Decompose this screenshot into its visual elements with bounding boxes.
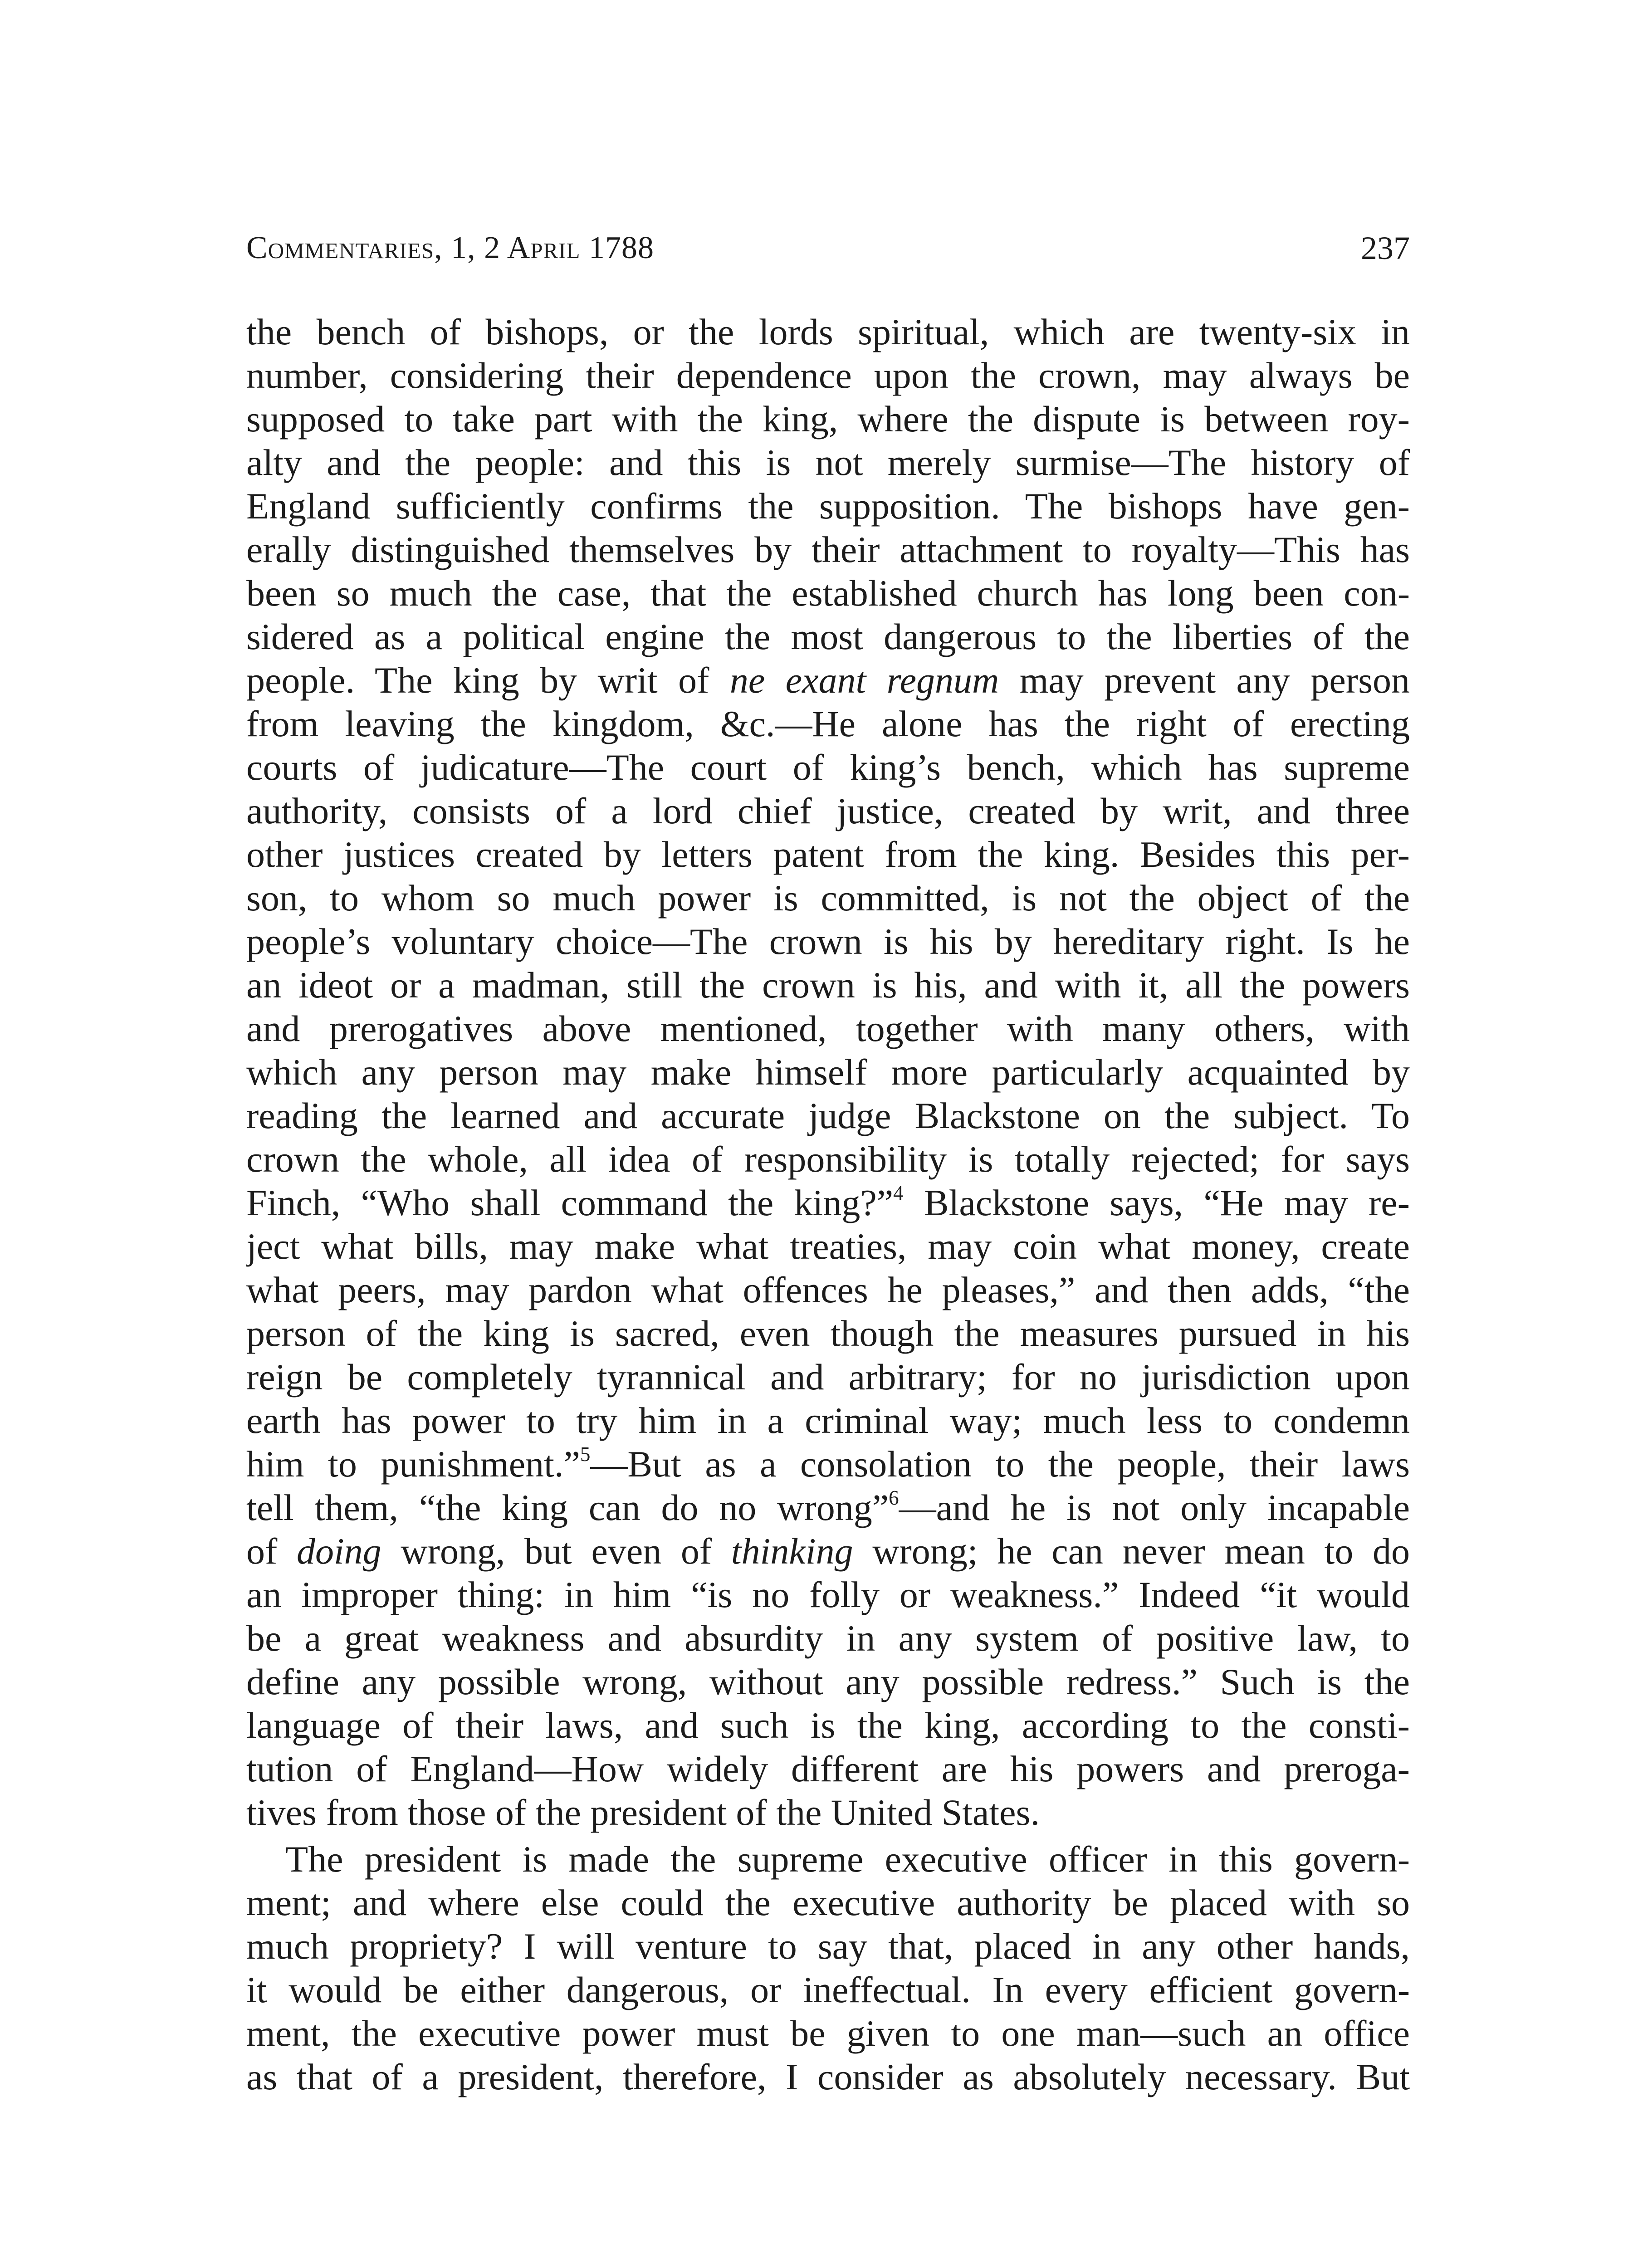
text-line: the bench of bishops, or the lords spiritual, which are twenty-six in	[246, 311, 1410, 352]
text-line: people’s voluntary choice—The crown is his by hereditary right. Is he	[246, 921, 1410, 962]
footnote-ref-6: 6	[889, 1486, 899, 1510]
text-line: earth has power to try him in a criminal way; much less to condemn	[246, 1400, 1410, 1441]
text-line: number, considering their dependence upon the crown, may always be	[246, 355, 1410, 396]
text-line: courts of judicature—The court of king’s bench, which has supreme	[246, 747, 1410, 788]
text-line: sidered as a political engine the most dangerous to the liberties of the	[246, 616, 1410, 657]
text-line: England sufficiently confirms the supposition. The bishops have gen-	[246, 485, 1410, 527]
footnote-ref-5: 5	[580, 1443, 591, 1466]
page-number: 237	[1361, 230, 1410, 266]
text-line: and prerogatives above mentioned, together with many others, with	[246, 1008, 1410, 1049]
text-line: people. The king by writ of ne exant regnum may prevent any person	[246, 660, 1410, 701]
text-line: erally distinguished themselves by their attachment to royalty—This has	[246, 529, 1410, 570]
text-line: ject what bills, may make what treaties, may coin what money, create	[246, 1226, 1410, 1267]
text-line: authority, consists of a lord chief justice, created by writ, and three	[246, 790, 1410, 831]
text-line: an ideot or a madman, still the crown is his, and with it, all the powers	[246, 964, 1410, 1006]
text-line: of doing wrong, but even of thinking wrong; he can never mean to do	[246, 1530, 1410, 1572]
italic-word-thinking: thinking	[731, 1530, 853, 1572]
italic-latin-phrase: ne exant regnum	[729, 660, 999, 701]
text-line: alty and the people: and this is not merely surmise—The history of	[246, 442, 1410, 483]
text-line: reign be completely tyrannical and arbitrary; for no jurisdiction upon	[246, 1356, 1410, 1398]
text-line: him to punishment.”$^5$—But as a consolation to the people, their laws	[246, 1443, 1410, 1485]
text-line: ment; and where else could the executive authority be placed with so	[246, 1882, 1410, 1923]
text-line: from leaving the kingdom, &c.—He alone has the right of erecting	[246, 703, 1410, 744]
text-line: it would be either dangerous, or ineffectual. In every efficient govern-	[246, 1969, 1410, 2010]
italic-word-doing: doing	[296, 1530, 381, 1572]
running-title: Commentaries, 1, 2 April 1788	[246, 230, 654, 265]
paragraph-1	[246, 310, 1410, 1834]
text-line: be a great weakness and absurdity in any system of positive law, to	[246, 1618, 1410, 1659]
text-line: other justices created by letters patent from the king. Besides this per-	[246, 834, 1410, 875]
text-line: which any person may make himself more particularly acquainted by	[246, 1051, 1410, 1093]
text-line: reading the learned and accurate judge Blackstone on the subject. To	[246, 1095, 1410, 1136]
text-line: person of the king is sacred, even though the measures pursued in his	[246, 1313, 1410, 1354]
footnote-ref-4: 4	[893, 1182, 904, 1205]
text-line: ment, the executive power must be given to one man—such an office	[246, 2013, 1410, 2054]
text-line: much propriety? I will venture to say that, placed in any other hands,	[246, 1926, 1410, 1967]
text-line: The president is made the supreme executive officer in this govern-	[285, 1838, 1410, 1880]
text-line: tives from those of the president of the United States.	[246, 1792, 1040, 1833]
paragraph-2	[246, 1838, 1410, 2099]
text-line: Finch, “Who shall command the king?”$^4$ Blackstone says, “He may re-	[246, 1182, 1410, 1223]
text-line: son, to whom so much power is committed, is not the object of the	[246, 877, 1410, 919]
text-line: supposed to take part with the king, where the dispute is between roy-	[246, 398, 1410, 440]
text-line: define any possible wrong, without any possible redress.” Such is the	[246, 1661, 1410, 1702]
body-text	[246, 310, 1410, 2099]
text-line: crown the whole, all idea of responsibility is totally rejected; for says	[246, 1139, 1410, 1180]
text-line: an improper thing: in him “is no folly or weakness.” Indeed “it would	[246, 1574, 1410, 1615]
text-line: tell them, “the king can do no wrong”$^6$—and he is not only incapable	[246, 1486, 1410, 1528]
text-line: tution of England—How widely different are his powers and preroga-	[246, 1748, 1410, 1789]
text-line: been so much the case, that the established church has long been con-	[246, 572, 1410, 614]
text-line: what peers, may pardon what offences he pleases,” and then adds, “the	[246, 1269, 1410, 1310]
text-line: language of their laws, and such is the king, according to the consti-	[246, 1705, 1410, 1746]
text-line: as that of a president, therefore, I consider as absolutely necessary. But	[246, 2056, 1410, 2097]
running-head	[246, 225, 1410, 280]
